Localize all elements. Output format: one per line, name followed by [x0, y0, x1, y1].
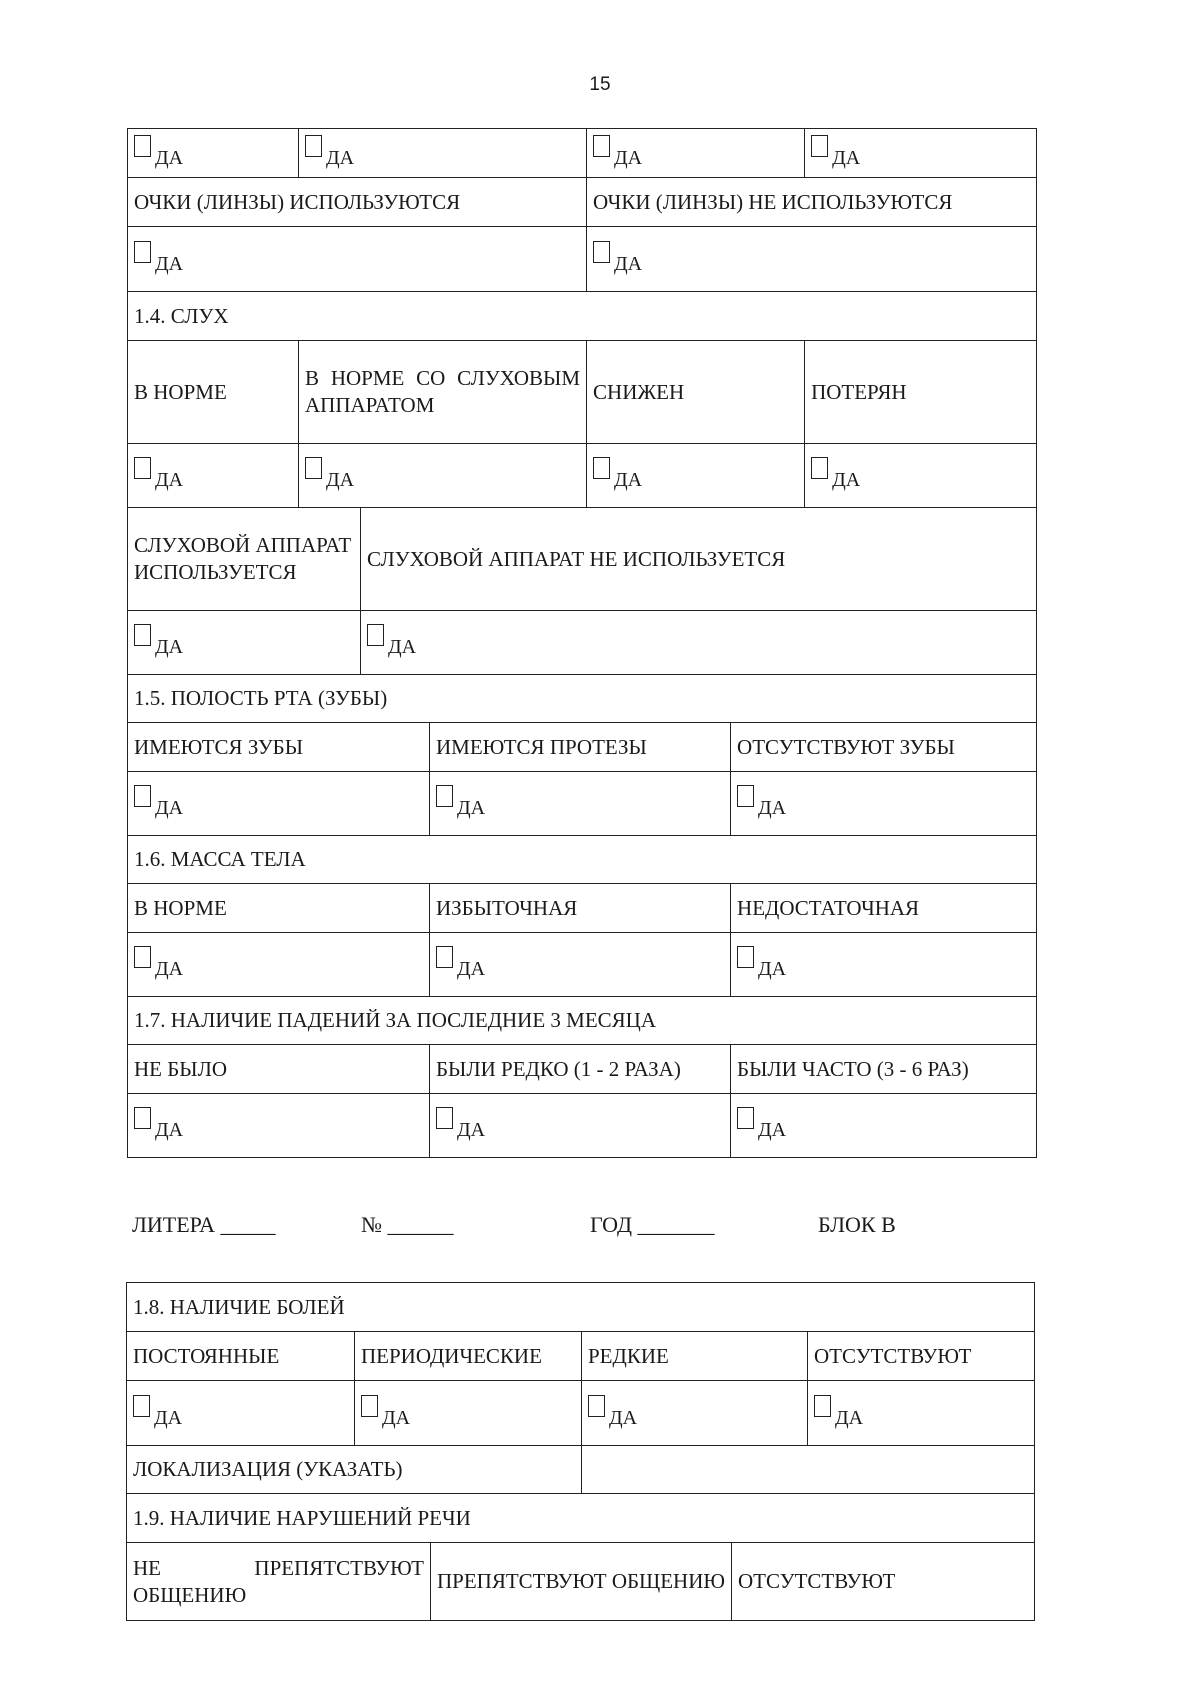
- speech-option-not-hinder-label: НЕ ПРЕПЯТСТВУЮТ ОБЩЕНИЮ: [127, 1543, 431, 1621]
- weight-option-excess-checkbox[interactable]: [436, 946, 453, 968]
- hearing-option-normal-label: В НОРМЕ: [128, 341, 299, 444]
- oral-label-row: [128, 723, 1037, 772]
- oral-option-no-teeth-label: ОТСУТСТВУЮТ ЗУБЫ: [731, 723, 1037, 772]
- hearing-option-lost-label: ПОТЕРЯН: [805, 341, 1037, 444]
- page-number: 15: [589, 74, 611, 95]
- hearing-section-title: 1.4. СЛУХ: [128, 292, 1037, 341]
- yes-label: ДА: [758, 797, 787, 819]
- falls-option-none-label: НЕ БЫЛО: [128, 1045, 430, 1094]
- pain-section-title: 1.8. НАЛИЧИЕ БОЛЕЙ: [127, 1283, 1035, 1332]
- yes-label: ДА: [155, 146, 184, 169]
- falls-option-none-checkbox[interactable]: [134, 1107, 151, 1129]
- yes-label: ДА: [758, 958, 787, 980]
- hearing-aid-not-used-checkbox[interactable]: [367, 624, 384, 646]
- glasses-not-used-cell[interactable]: [587, 227, 1037, 292]
- pain-option-rare-label: РЕДКИЕ: [582, 1332, 808, 1381]
- oral-option-no-teeth-checkbox[interactable]: [737, 785, 754, 807]
- falls-checkbox-row: [128, 1094, 1037, 1158]
- oral-option-no-teeth-cell[interactable]: [731, 772, 1037, 836]
- pain-option-periodic-label: ПЕРИОДИЧЕСКИЕ: [355, 1332, 582, 1381]
- weight-option-normal-cell[interactable]: [128, 933, 430, 997]
- falls-option-rare-checkbox[interactable]: [436, 1107, 453, 1129]
- yes-label: ДА: [457, 797, 486, 819]
- oral-option-dentures-label: ИМЕЮТСЯ ПРОТЕЗЫ: [430, 723, 731, 772]
- yes-label: ДА: [155, 1119, 184, 1141]
- hearing-aid-used-cell[interactable]: [128, 611, 361, 675]
- oral-option-teeth-cell[interactable]: [128, 772, 430, 836]
- yes-label: ДА: [155, 252, 184, 275]
- hearing-option-aid-cell[interactable]: [299, 444, 587, 508]
- falls-label-row: [128, 1045, 1037, 1094]
- weight-option-excess-label: ИЗБЫТОЧНАЯ: [430, 884, 731, 933]
- yes-label: ДА: [457, 958, 486, 980]
- yes-label: ДА: [614, 469, 643, 491]
- falls-section-title: 1.7. НАЛИЧИЕ ПАДЕНИЙ ЗА ПОСЛЕДНИЕ 3 МЕСЯЦА: [128, 997, 1037, 1045]
- hearing-option-reduced-label: СНИЖЕН: [587, 341, 805, 444]
- hearing-option-aid-label: В НОРМЕ СО СЛУХОВЫМ АППАРАТОМ: [299, 341, 587, 444]
- hearing-aid-used-label: СЛУХОВОЙ АППАРАТ ИСПОЛЬЗУЕТСЯ: [128, 508, 361, 611]
- weight-label-row: [128, 884, 1037, 933]
- oral-section-title: 1.5. ПОЛОСТЬ РТА (ЗУБЫ): [128, 675, 1037, 723]
- hearing-option-reduced-checkbox[interactable]: [593, 457, 610, 479]
- number-field[interactable]: № ______: [361, 1212, 454, 1237]
- hearing-aid-checkbox-row: [128, 611, 1037, 675]
- hearing-aid-not-used-label: СЛУХОВОЙ АППАРАТ НЕ ИСПОЛЬЗУЕТСЯ: [361, 508, 1037, 611]
- yes-label: ДА: [326, 146, 355, 169]
- falls-option-none-cell[interactable]: [128, 1094, 430, 1158]
- oral-option-teeth-checkbox[interactable]: [134, 785, 151, 807]
- vision-option-4-cell[interactable]: [805, 129, 1037, 178]
- oral-checkbox-row: [128, 772, 1037, 836]
- pain-checkbox-row: [127, 1381, 1035, 1446]
- vision-checkbox-row: [128, 129, 1037, 178]
- vision-option-1-cell[interactable]: [128, 129, 299, 178]
- hearing-option-normal-cell[interactable]: [128, 444, 299, 508]
- yes-label: ДА: [155, 797, 184, 819]
- pain-label-row: [127, 1332, 1035, 1381]
- yes-label: ДА: [388, 636, 417, 658]
- oral-option-dentures-checkbox[interactable]: [436, 785, 453, 807]
- vision-option-1-checkbox[interactable]: [134, 135, 151, 157]
- hearing-aid-used-checkbox[interactable]: [134, 624, 151, 646]
- assessment-table-lower: [126, 1282, 1035, 1621]
- yes-label: ДА: [155, 469, 184, 491]
- glasses-not-used-label: ОЧКИ (ЛИНЗЫ) НЕ ИСПОЛЬЗУЮТСЯ: [587, 178, 1037, 227]
- weight-option-normal-label: В НОРМЕ: [128, 884, 430, 933]
- glasses-used-label: ОЧКИ (ЛИНЗЫ) ИСПОЛЬЗУЮТСЯ: [128, 178, 587, 227]
- yes-label: ДА: [832, 146, 861, 169]
- speech-label-row: [127, 1543, 1035, 1621]
- speech-section-row: [127, 1494, 1035, 1543]
- pain-option-constant-checkbox[interactable]: [133, 1395, 150, 1417]
- pain-localization-label: ЛОКАЛИЗАЦИЯ (УКАЗАТЬ): [127, 1446, 582, 1494]
- hearing-option-lost-cell[interactable]: [805, 444, 1037, 508]
- falls-option-often-checkbox[interactable]: [737, 1107, 754, 1129]
- speech-option-absent-label: ОТСУТСТВУЮТ: [732, 1543, 1035, 1621]
- weight-checkbox-row: [128, 933, 1037, 997]
- yes-label: ДА: [835, 1406, 864, 1429]
- vision-option-4-checkbox[interactable]: [811, 135, 828, 157]
- speech-option-hinder-label: ПРЕПЯТСТВУЮТ ОБЩЕНИЮ: [431, 1543, 732, 1621]
- glasses-used-cell[interactable]: [128, 227, 587, 292]
- glasses-checkbox-row: [128, 227, 1037, 292]
- yes-label: ДА: [326, 469, 355, 491]
- yes-label: ДА: [457, 1119, 486, 1141]
- pain-option-absent-cell[interactable]: [808, 1381, 1035, 1446]
- hearing-option-lost-checkbox[interactable]: [811, 457, 828, 479]
- block-label: БЛОК В: [818, 1212, 896, 1237]
- yes-label: ДА: [609, 1406, 638, 1429]
- block-header-line: [0, 1212, 1200, 1242]
- yes-label: ДА: [614, 252, 643, 275]
- pain-option-absent-label: ОТСУТСТВУЮТ: [808, 1332, 1035, 1381]
- pain-option-periodic-cell[interactable]: [355, 1381, 582, 1446]
- falls-option-often-cell[interactable]: [731, 1094, 1037, 1158]
- hearing-label-row: [128, 341, 1037, 444]
- hearing-aid-label-row: [128, 508, 1037, 611]
- pain-option-absent-checkbox[interactable]: [814, 1395, 831, 1417]
- hearing-option-reduced-cell[interactable]: [587, 444, 805, 508]
- weight-section-row: [128, 836, 1037, 884]
- weight-option-deficient-label: НЕДОСТАТОЧНАЯ: [731, 884, 1037, 933]
- falls-option-rare-cell[interactable]: [430, 1094, 731, 1158]
- oral-option-teeth-label: ИМЕЮТСЯ ЗУБЫ: [128, 723, 430, 772]
- vision-option-2-checkbox[interactable]: [305, 135, 322, 157]
- oral-section-row: [128, 675, 1037, 723]
- speech-section-title: 1.9. НАЛИЧИЕ НАРУШЕНИЙ РЕЧИ: [127, 1494, 1035, 1543]
- pain-section-row: [127, 1283, 1035, 1332]
- weight-option-deficient-checkbox[interactable]: [737, 946, 754, 968]
- falls-section-row: [128, 997, 1037, 1045]
- pain-option-constant-label: ПОСТОЯННЫЕ: [127, 1332, 355, 1381]
- yes-label: ДА: [832, 469, 861, 491]
- yes-label: ДА: [382, 1406, 411, 1429]
- hearing-aid-not-used-cell[interactable]: [361, 611, 1037, 675]
- year-field[interactable]: ГОД _______: [590, 1212, 715, 1237]
- yes-label: ДА: [758, 1119, 787, 1141]
- weight-option-excess-cell[interactable]: [430, 933, 731, 997]
- vision-option-3-checkbox[interactable]: [593, 135, 610, 157]
- hearing-option-aid-checkbox[interactable]: [305, 457, 322, 479]
- weight-option-normal-checkbox[interactable]: [134, 946, 151, 968]
- hearing-checkbox-row: [128, 444, 1037, 508]
- yes-label: ДА: [154, 1406, 183, 1429]
- glasses-used-checkbox[interactable]: [134, 241, 151, 263]
- pain-option-rare-cell[interactable]: [582, 1381, 808, 1446]
- glasses-not-used-checkbox[interactable]: [593, 241, 610, 263]
- pain-option-rare-checkbox[interactable]: [588, 1395, 605, 1417]
- yes-label: ДА: [155, 636, 184, 658]
- pain-option-periodic-checkbox[interactable]: [361, 1395, 378, 1417]
- yes-label: ДА: [155, 958, 184, 980]
- glasses-label-row: [128, 178, 1037, 227]
- falls-option-rare-label: БЫЛИ РЕДКО (1 - 2 РАЗА): [430, 1045, 731, 1094]
- falls-option-often-label: БЫЛИ ЧАСТО (3 - 6 РАЗ): [731, 1045, 1037, 1094]
- pain-localization-row: [127, 1446, 1035, 1494]
- vision-option-3-cell[interactable]: [587, 129, 805, 178]
- weight-option-deficient-cell[interactable]: [731, 933, 1037, 997]
- oral-option-dentures-cell[interactable]: [430, 772, 731, 836]
- hearing-section-row: [128, 292, 1037, 341]
- weight-section-title: 1.6. МАССА ТЕЛА: [128, 836, 1037, 884]
- pain-option-constant-cell[interactable]: [127, 1381, 355, 1446]
- assessment-table-upper: [127, 128, 1037, 1158]
- yes-label: ДА: [614, 146, 643, 169]
- hearing-option-normal-checkbox[interactable]: [134, 457, 151, 479]
- litera-field[interactable]: ЛИТЕРА _____: [132, 1212, 276, 1237]
- vision-option-2-cell[interactable]: [299, 129, 587, 178]
- pain-localization-input[interactable]: [582, 1446, 1035, 1494]
